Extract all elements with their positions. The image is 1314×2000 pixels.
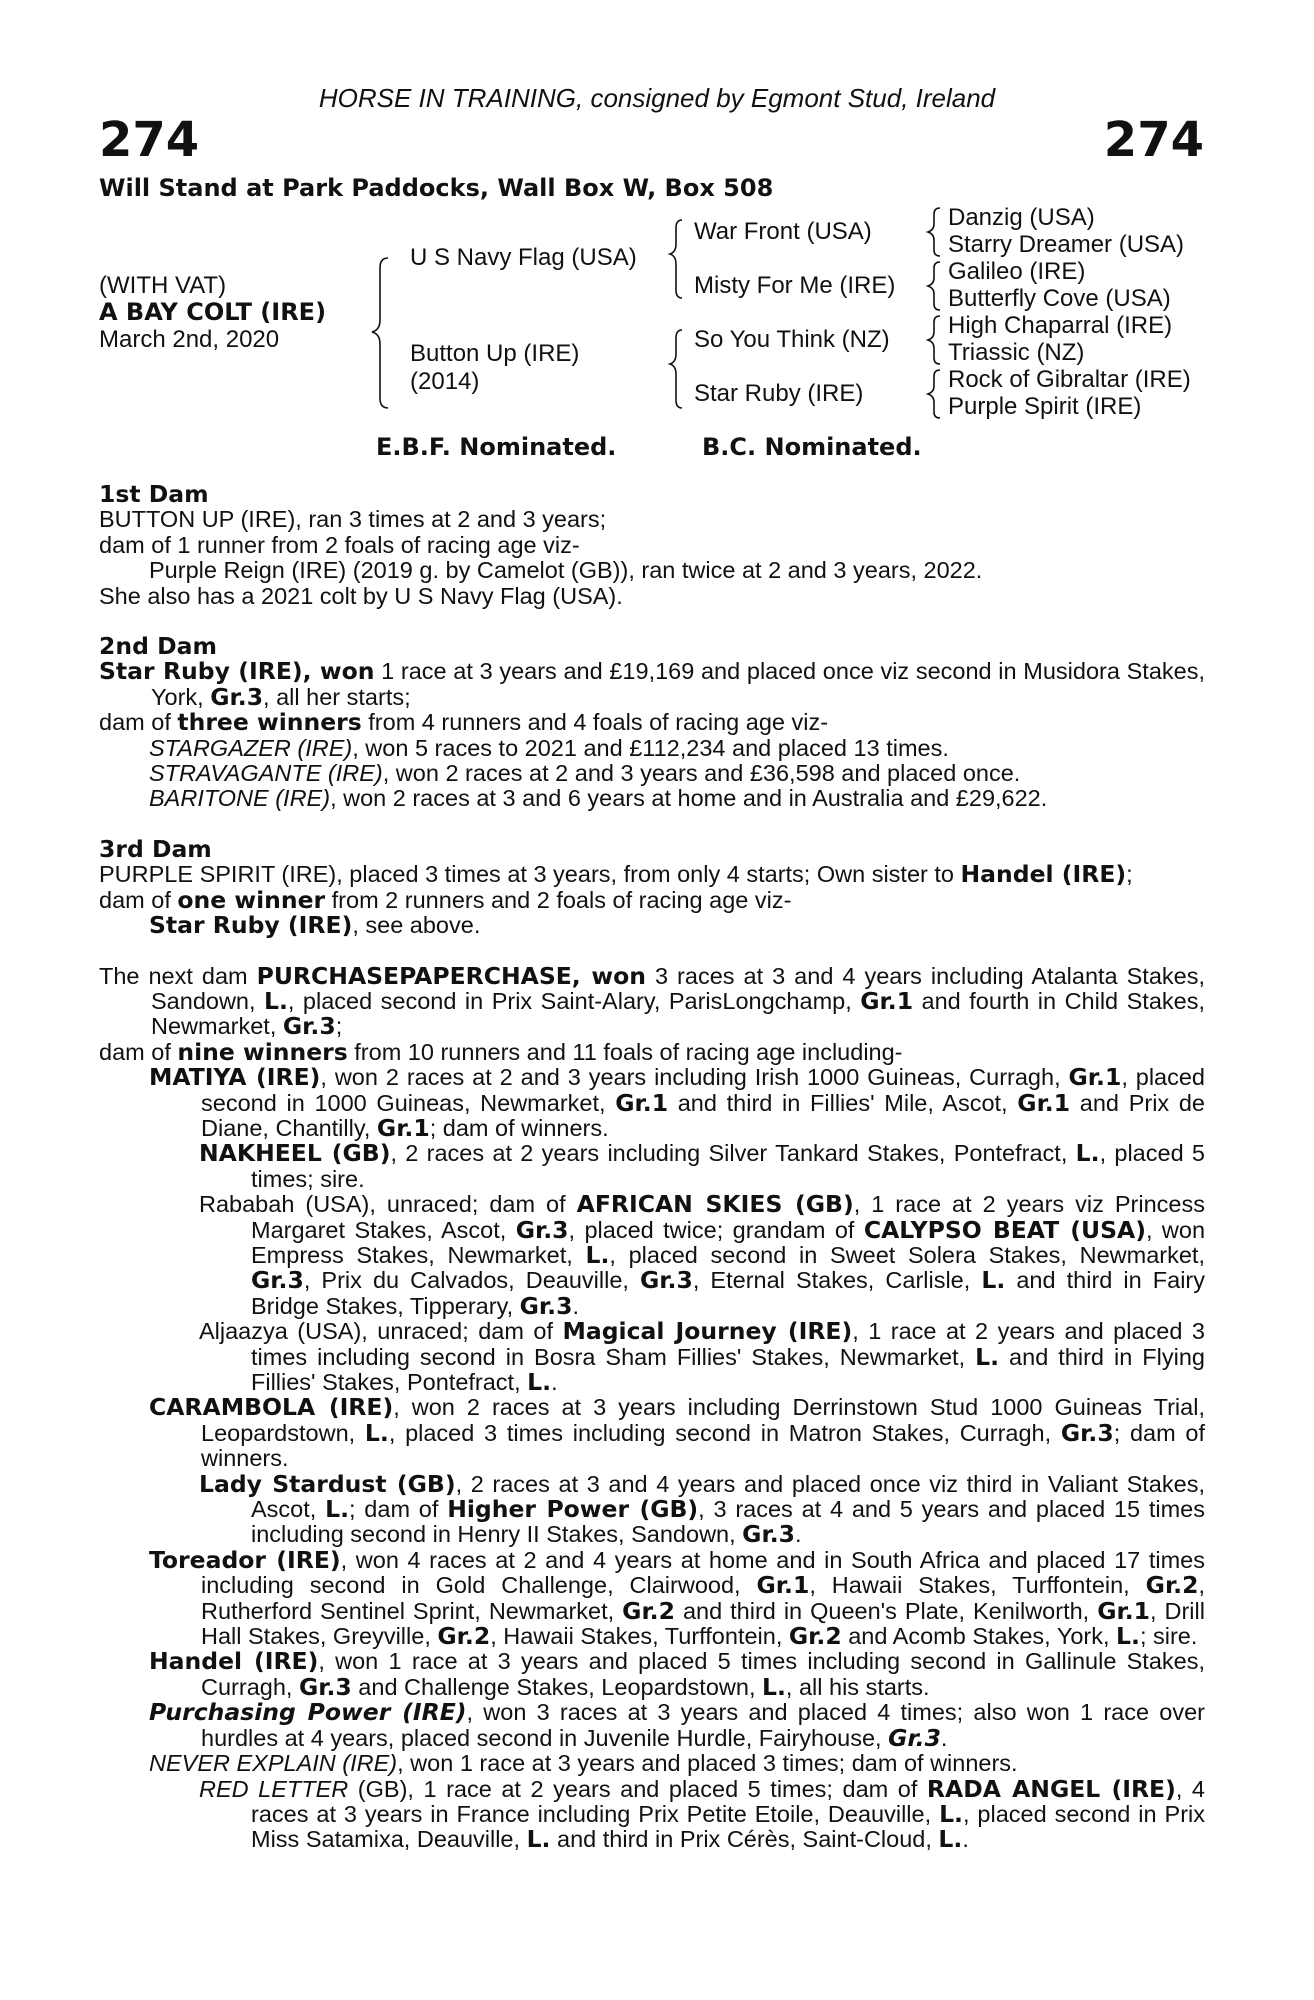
stable-location: Will Stand at Park Paddocks, Wall Box W, Box 508 — [99, 174, 774, 202]
ancestor-6: Triassic (NZ) — [948, 339, 1085, 366]
offspring-line: STARGAZER (IRE), won 5 races to 2021 and £112,234 and placed 13 times. — [149, 734, 949, 761]
ancestor-2: Starry Dreamer (USA) — [948, 231, 1185, 258]
third-dam-section — [99, 834, 1205, 940]
bc-nomination: B.C. Nominated. — [702, 433, 922, 461]
third-dam-line: PURPLE SPIRIT (IRE), placed 3 times at 3 years, from only 4 starts; Own sister to Handel (IRE); — [99, 860, 1133, 889]
lot-number-right: 274 — [1103, 112, 1204, 168]
offspring-line: Star Ruby (IRE), see above. — [149, 911, 481, 940]
offspring-never-explain: NEVER EXPLAIN (IRE), won 1 race at 3 years and placed 3 times; dam of winners. — [149, 1750, 1018, 1777]
horse-name: A BAY COLT (IRE) — [99, 298, 327, 326]
dam-sire: So You Think (NZ) — [694, 326, 890, 353]
offspring-aljaazya: Aljaazya (USA), unraced; dam of Magical Journey (IRE), 1 race at 2 years and placed 3 times including second in Bosra Sham Fillies' Stakes, Newmarket, L. and third in Flying Fillies' Stakes, Pontefract, L.. — [199, 1317, 1205, 1396]
second-dam-section — [99, 634, 1205, 812]
ancestor-5: High Chaparral (IRE) — [948, 312, 1173, 339]
dam-dam: Star Ruby (IRE) — [694, 380, 864, 407]
third-dam-produce-line: dam of one winner from 2 runners and 2 foals of racing age viz- — [99, 885, 792, 914]
sire-name: U S Navy Flag (USA) — [410, 244, 637, 271]
offspring-line: BARITONE (IRE), won 2 races at 3 and 6 years at home and in Australia and £29,622. — [149, 785, 1048, 812]
catalogue-header: HORSE IN TRAINING, consigned by Egmont Stud, Ireland — [318, 83, 996, 113]
offspring-red-letter: RED LETTER (GB), 1 race at 2 years and placed 5 times; dam of RADA ANGEL (IRE), 4 races at 3 years in France including Prix Petite Etoile, Deauville, L., placed second in Prix Miss Satamixa, Deauville, L. and third in Prix Cérès, Saint-Cloud, L.. — [199, 1774, 1205, 1854]
first-dam-offspring: Purple Reign (IRE) (2019 g. by Camelot (GB)), ran twice at 2 and 3 years, 2022. — [149, 557, 983, 584]
offspring-toreador: Toreador (IRE), won 4 races at 2 and 4 years at home and in South Africa and placed 17 times including second in Gold Challenge, Clairwood, Gr.1, Hawaii Stakes, Turffontein, Gr.2, Rutherford Sentinel Sprint, Newmarket, Gr.2 and third in Queen's Plate, Kenilworth, Gr.1, Drill Hall Stakes, Greyville, Gr.2, Hawaii Stakes, Turffontein, Gr.2 and Acomb Stakes, York, L.; sire. — [149, 1545, 1205, 1651]
next-dam-section — [99, 961, 1206, 1854]
third-dam-heading: 3rd Dam — [99, 834, 212, 863]
vat-note: (WITH VAT) — [99, 272, 227, 299]
first-dam-section — [99, 482, 1205, 609]
first-dam-note: She also has a 2021 colt by U S Navy Flag (USA). — [99, 582, 623, 609]
first-dam-heading: 1st Dam — [99, 480, 209, 508]
lot-number-left: 274 — [99, 112, 200, 168]
ancestor-1: Danzig (USA) — [948, 204, 1095, 231]
offspring-lady-stardust: Lady Stardust (GB), 2 races at 3 and 4 years and placed once viz third in Valiant Stakes, Ascot, L.; dam of Higher Power (GB), 3 races at 4 and 5 years and placed 15 times including second in Henry II Stakes, Sandown, Gr.3. — [199, 1469, 1205, 1549]
dam-name-bold: Star Ruby (IRE), won — [99, 657, 375, 686]
offspring-purchasing-power: Purchasing Power (IRE), won 3 races at 3 years and placed 4 times; also won 1 race over hurdles at 4 years, placed second in Juvenile Hurdle, Fairyhouse, Gr.3. — [149, 1698, 1205, 1752]
dam-year: (2014) — [410, 368, 480, 395]
offspring-handel: Handel (IRE), won 1 race at 3 years and placed 5 times including second in Gallinule Stakes, Curragh, Gr.3 and Challenge Stakes, Leopardstown, L., all his starts. — [149, 1647, 1206, 1701]
sire-dam: Misty For Me (IRE) — [694, 272, 896, 299]
sire-sire: War Front (USA) — [694, 218, 872, 245]
catalogue-body — [99, 482, 1205, 1878]
offspring-matiya: MATIYA (IRE), won 2 races at 2 and 3 years including Irish 1000 Guineas, Curragh, Gr.1, placed second in 1000 Guineas, Newmarket, Gr.1 and third in Fillies' Mile, Ascot, Gr.1 and Prix de Diane, Chantilly, Gr.1; dam of winners. — [149, 1063, 1206, 1142]
second-dam-produce-line: dam of three winners from 4 runners and 4 foals of racing age viz- — [99, 708, 829, 737]
dam-name: Button Up (IRE) — [410, 340, 580, 367]
offspring-nakheel: NAKHEEL (GB), 2 races at 2 years including Silver Tankard Stakes, Pontefract, L., placed 5 times; sire. — [199, 1139, 1206, 1192]
next-dam-produce-line: dam of nine winners from 10 runners and 11 foals of racing age including- — [99, 1037, 903, 1066]
first-dam-produce-line: dam of 1 runner from 2 foals of racing age viz- — [99, 531, 580, 558]
offspring-rababah: Rababah (USA), unraced; dam of AFRICAN SKIES (GB), 1 race at 2 years viz Princess Margaret Stakes, Ascot, Gr.3, placed twice; grandam of CALYPSO BEAT (USA), won Empress Stakes, Newmarket, L., placed second in Sweet Solera Stakes, Newmarket, Gr.3, Prix du Calvados, Deauville, Gr.3, Eternal Stakes, Carlisle, L. and third in Fairy Bridge Stakes, Tipperary, Gr.3. — [199, 1190, 1206, 1320]
second-dam-line: Star Ruby (IRE), won 1 race at 3 years and £19,169 and placed once viz second in Musidora Stakes, York, Gr.3, all her starts; — [99, 657, 1205, 711]
first-dam-line: BUTTON UP (IRE), ran 3 times at 2 and 3 years; — [99, 506, 607, 533]
offspring-carambola: CARAMBOLA (IRE), won 2 races at 3 years including Derrinstown Stud 1000 Guineas Trial, Leopardstown, L., placed 3 times including second in Matron Stakes, Curragh, Gr.3; dam of winners. — [149, 1393, 1205, 1472]
ancestor-7: Rock of Gibraltar (IRE) — [948, 366, 1191, 393]
next-dam-line: The next dam PURCHASEPAPERCHASE, won 3 races at 3 and 4 years including Atalanta Stakes, Sandown, L., placed second in Prix Saint-Alary, ParisLongchamp, Gr.1 and fourth in Child Stakes, Newmarket, Gr.3; — [99, 961, 1205, 1041]
ebf-nomination: E.B.F. Nominated. — [376, 433, 617, 461]
offspring-line: STRAVAGANTE (IRE), won 2 races at 2 and 3 years and £36,598 and placed once. — [149, 760, 1021, 787]
ancestor-3: Galileo (IRE) — [948, 258, 1086, 285]
ancestor-4: Butterfly Cove (USA) — [948, 285, 1171, 312]
second-dam-heading: 2nd Dam — [99, 632, 217, 661]
ancestor-8: Purple Spirit (IRE) — [948, 393, 1142, 420]
horse-dob: March 2nd, 2020 — [99, 326, 280, 353]
